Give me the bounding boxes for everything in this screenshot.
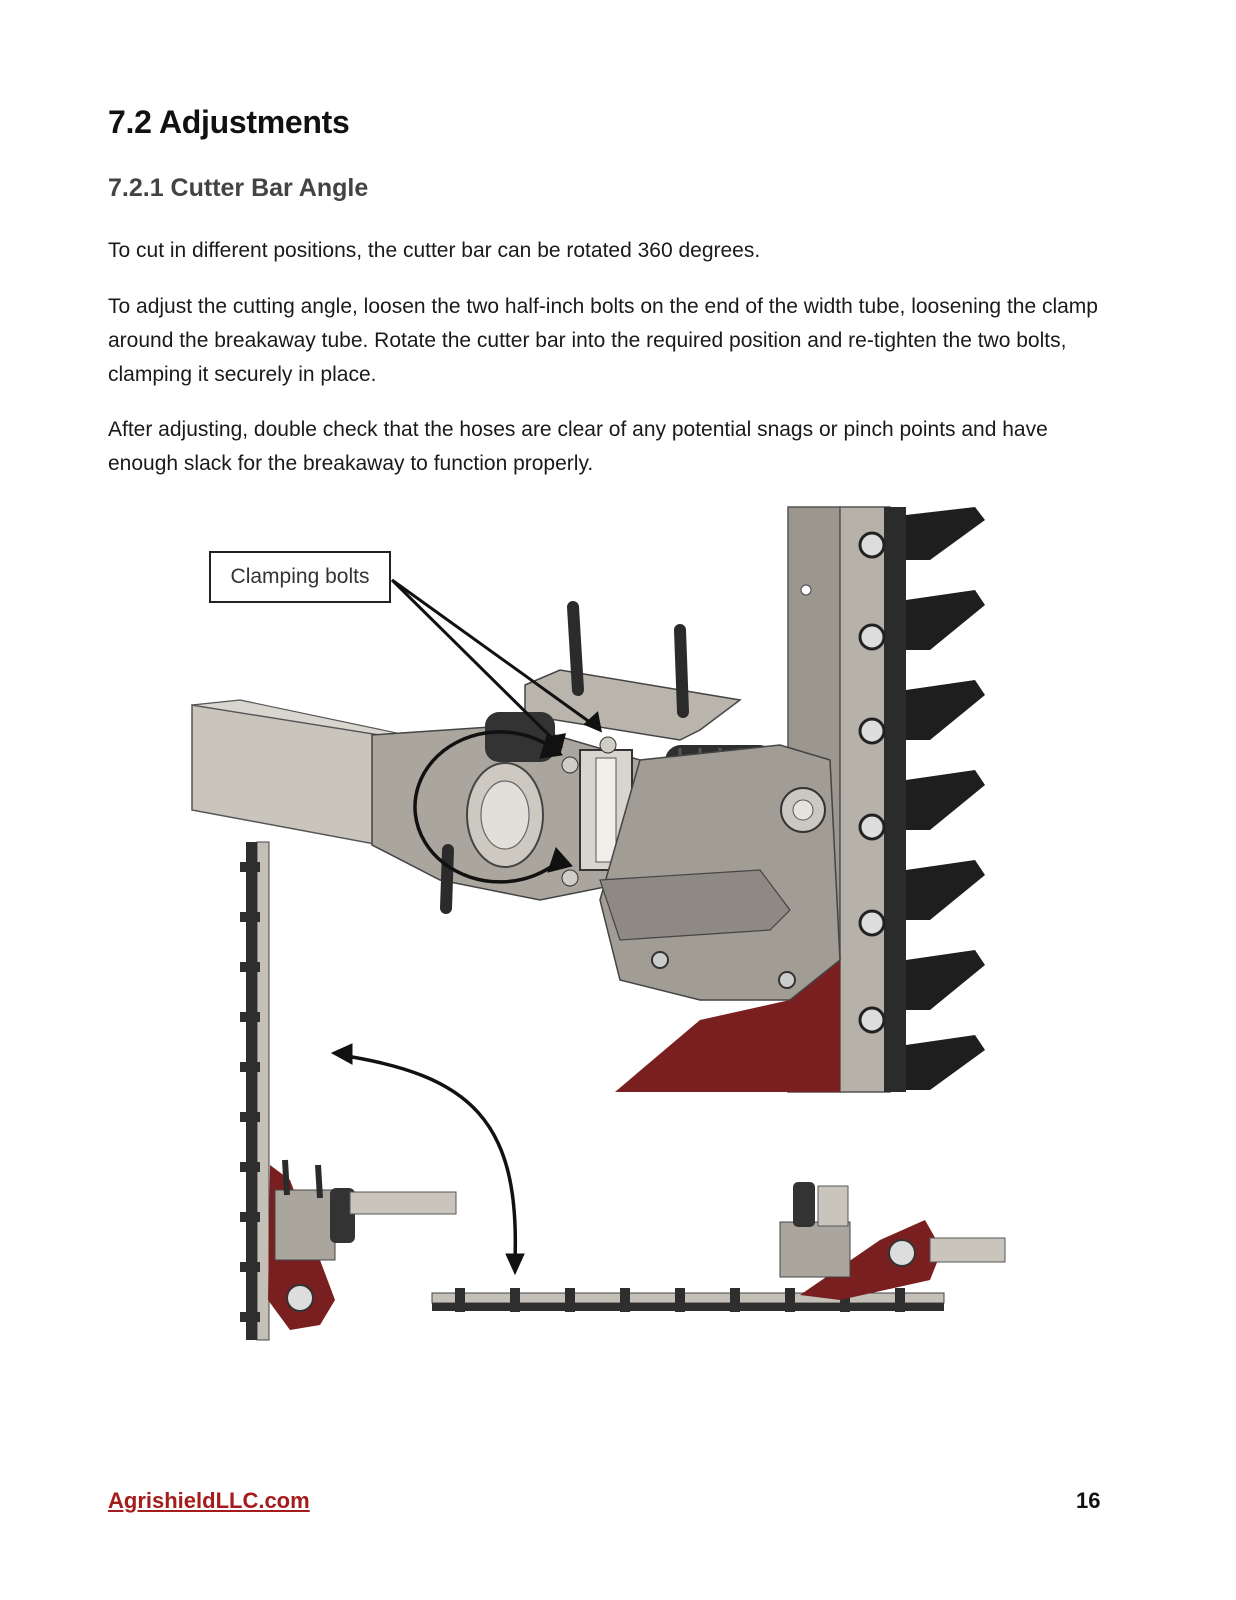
page-number: 16 (1076, 1488, 1101, 1513)
footer-website-link[interactable]: AgrishieldLLC.com (108, 1488, 310, 1513)
pivot-plate (600, 745, 840, 1000)
cutter-bar-illustration (190, 505, 1020, 1355)
section-heading: 7.2 Adjustments (108, 104, 350, 140)
paragraph-after: After adjusting, double check that the hoses are clear of any potential snags or pinch points and have enough slack for the breakaway to function properly. (108, 418, 1048, 475)
horizontal-cutter-bar (432, 1182, 1005, 1312)
paragraph-intro: To cut in different positions, the cutter bar can be rotated 360 degrees. (108, 239, 761, 262)
clamping-bolts-callout: Clamping bolts (209, 551, 391, 603)
paragraph-adjust: To adjust the cutting angle, loosen the two half-inch bolts on the end of the width tube, loosening the clamp around the breakaway tube. Rotate the cutter bar into the required position and re-tighten the two bolts, clamping it securely in place. (108, 295, 1098, 386)
vertical-cutter-bar (240, 842, 456, 1340)
subsection-heading: 7.2.1 Cutter Bar Angle (108, 174, 369, 202)
position-arrow (332, 1044, 524, 1274)
